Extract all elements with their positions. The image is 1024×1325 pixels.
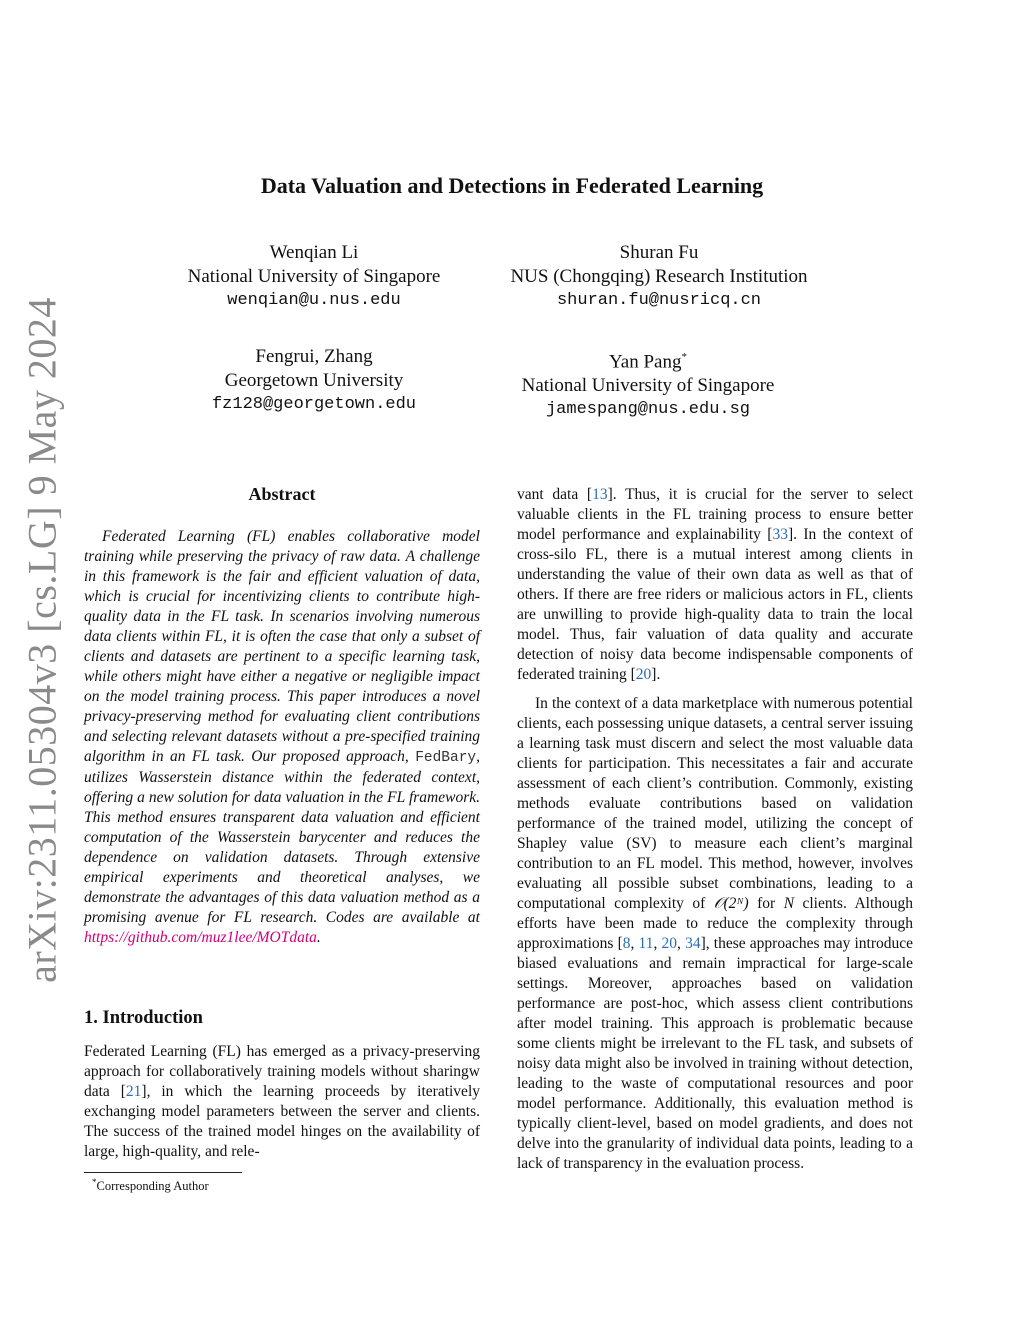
author-name: Fengrui, Zhang xyxy=(255,346,373,367)
author-block xyxy=(150,345,478,417)
arxiv-identifier-stamp: arXiv:2311.05304v3 [cs.LG] 9 May 2024 xyxy=(19,297,65,983)
author-block xyxy=(490,345,806,422)
footnote-mark: * xyxy=(92,1177,97,1187)
paragraph-text: In the context of a data marketplace with numerous potential clients, each possessing unique datasets, a central server issuing a learning task must discern and select the most valuable data clients for participation. This necessitates a fair and accurate assessment of each client’s contribution. Commonly, existing methods evaluate contributions based on validation performance of the trained model, utilizing the concept of Shapley value (SV) to measure each client’s marginal contribution to an FL model. This method, however, involves evaluating all possible subset combinations, leading to a computational complexity of xyxy=(517,695,913,912)
paper-title: Data Valuation and Detections in Federated Learning xyxy=(260,173,764,198)
complexity-formula: 𝒪(2ᴺ) xyxy=(713,895,749,912)
paragraph-text: ]. Thus, it is crucial for the server to select valuable clients in the FL training process to ensure better model performance and explainability [ xyxy=(517,486,913,543)
author-name-line xyxy=(490,345,806,374)
citation-link[interactable]: 21 xyxy=(125,1083,142,1100)
citation-link[interactable]: 11 xyxy=(638,935,654,952)
paragraph-text: ]. xyxy=(651,666,661,683)
footnote xyxy=(92,1177,209,1194)
citation-link[interactable]: 33 xyxy=(772,526,788,543)
author-email[interactable]: shuran.fu@nusricq.cn xyxy=(556,291,762,310)
body-paragraph xyxy=(517,694,913,1174)
citation-link[interactable]: 8 xyxy=(622,935,631,952)
author-name: Wenqian Li xyxy=(269,242,359,263)
paragraph-text: ], in which the learning proceeds by iteratively exchanging model parameters between the server and clients. The success of the trained model hinges on the availability of large, high-quality, and rele- xyxy=(84,1083,480,1160)
code-repository-link[interactable]: https://github.com/muz1lee/MOTdata xyxy=(84,929,317,946)
author-block xyxy=(150,241,478,313)
author-block xyxy=(490,241,828,313)
author-email[interactable]: jamespang@nus.edu.sg xyxy=(545,400,751,420)
author-affiliation: Georgetown University xyxy=(224,370,404,391)
citation-link[interactable]: 20 xyxy=(635,666,652,683)
abstract-text xyxy=(84,527,480,948)
author-affiliation: NUS (Chongqing) Research Institution xyxy=(510,266,808,287)
section-heading-introduction: 1. Introduction xyxy=(84,1008,203,1028)
abstract-text-part: Federated Learning (FL) enables collaborative model training while preserving the privacy of raw data. A challenge in this framework is the fair and efficient valuation of data, which is crucial for incentivizing clients to contribute high-quality data in the FL task. In scenarios involving numerous data clients within FL, it is often the case that only a subset of clients and datasets are pertinent to a specific learning task, while others might have either a negative or negligible impact on the model training process. This paper introduces a novel privacy-preserving method for evaluating client contributions and selecting relevant datasets without a pre-specified training algorithm in an FL task. Our proposed approach, xyxy=(84,528,480,765)
footnote-text: Corresponding Author xyxy=(96,1179,209,1194)
right-column-text xyxy=(517,485,913,1174)
citation-link[interactable]: 13 xyxy=(592,486,608,503)
paragraph-text: vant data [ xyxy=(517,486,593,503)
paragraph-text: ]. In the context of cross-silo FL, there is a mutual interest among clients in understanding the value of their own data as well as that of others. If there are free riders or malicious actors in FL, clients are unwilling to provide high-quality data to train the local model. Thus, fair valuation of data quality and accurate detection of noisy data become indispensable components of federated training [ xyxy=(517,526,913,683)
citation-separator: , xyxy=(630,935,639,952)
paragraph-text: clients. Although efforts have been made to reduce the complexity through approximations [ xyxy=(517,895,913,952)
corresponding-author-mark: * xyxy=(681,351,687,363)
introduction-paragraph xyxy=(84,1042,480,1162)
citation-separator: , xyxy=(653,935,662,952)
citation-link[interactable]: 20 xyxy=(661,935,678,952)
abstract-heading: Abstract xyxy=(248,484,316,504)
paragraph-text: ], these approaches may introduce biased evaluations and remain impractical for large-scale settings. Moreover, approaches based on validation performance are post-hoc, which assess client contributions after model training. This approach is problematic because some clients might be irrelevant to the FL task, and subsets of noisy data might also be involved in training without detection, leading to the waste of computational resources and poor model performance. Additionally, this evaluation method is typically client-level, based on model gradients, and does not delve into the granularity of individual data points, leading to a lack of transparency in the evaluation process. xyxy=(517,935,914,1172)
author-affiliation: National University of Singapore xyxy=(187,266,441,287)
citation-separator: , xyxy=(677,935,686,952)
body-paragraph xyxy=(517,485,913,685)
author-email[interactable]: wenqian@u.nus.edu xyxy=(227,291,401,310)
math-variable-n: N xyxy=(783,895,795,912)
footnote-rule xyxy=(84,1172,242,1173)
abstract-text-part: , utilizes Wasserstein distance within the federated context, offering a new solution for data valuation in the FL framework. This method ensures transparent data valuation and efficient computation of the Wasserstein barycenter and reduces the dependence on validation datasets. Through extensive empirical experiments and theoretical analyses, we demonstrate the advantages of this data valuation method as a promising avenue for FL research. Codes are available at xyxy=(84,748,480,926)
author-name: Shuran Fu xyxy=(619,242,699,263)
author-name: Yan Pang xyxy=(608,351,682,373)
abstract-text-end: . xyxy=(316,929,321,946)
paragraph-text: for xyxy=(748,895,784,912)
author-affiliation: National University of Singapore xyxy=(521,375,775,397)
method-name: FedBary xyxy=(415,750,477,766)
paragraph-text: Federated Learning (FL) has emerged as a privacy-preserving approach for collaboratively training models without sharingw data [ xyxy=(84,1043,480,1100)
citation-link[interactable]: 34 xyxy=(685,935,701,952)
author-email[interactable]: fz128@georgetown.edu xyxy=(211,395,417,414)
